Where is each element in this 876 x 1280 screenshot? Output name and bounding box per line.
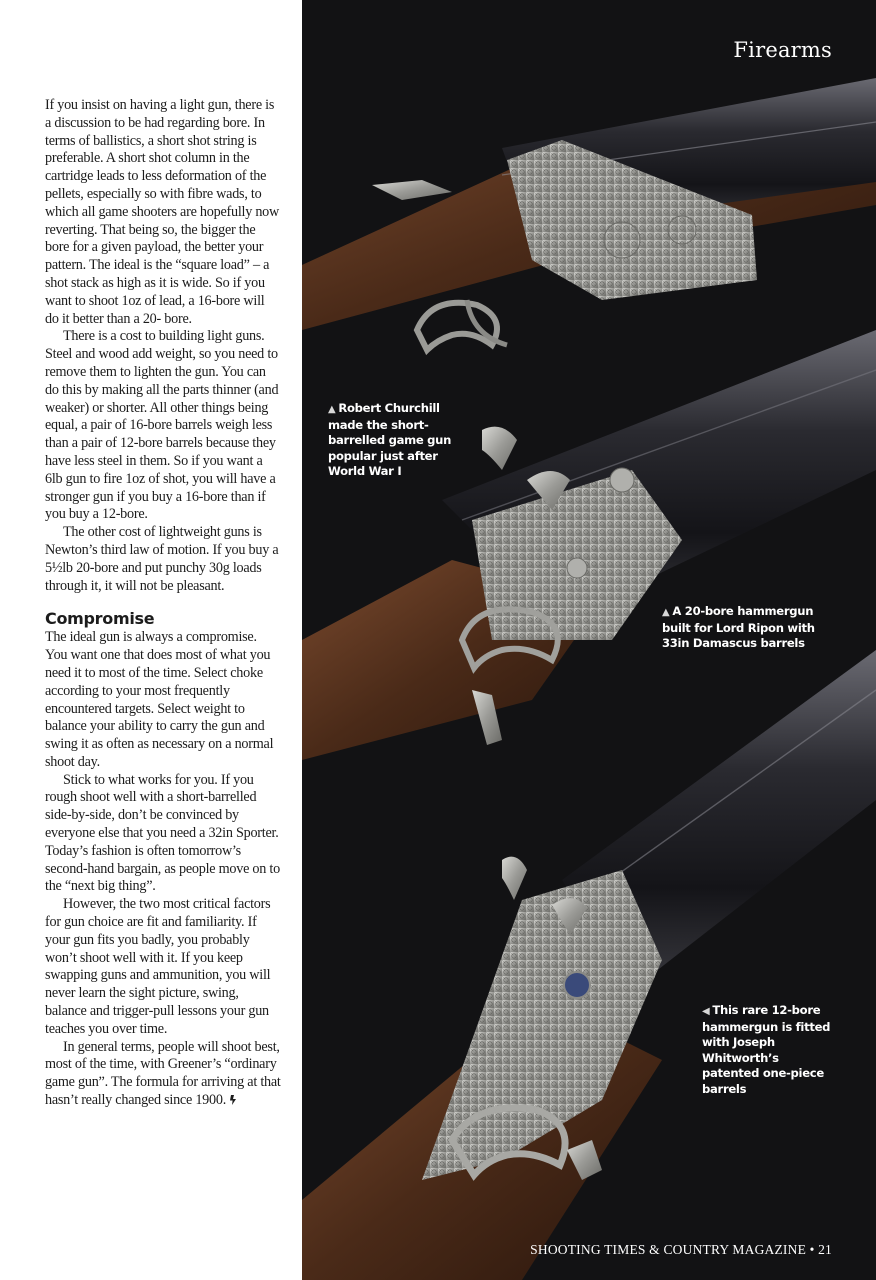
article-paragraph xyxy=(45,1039,281,1110)
article-paragraph: Stick to what works for you. If you rough shoot well with a short-barrelled side-by-side, don’t be convinced by everyone else that you need a 32in Sporter. Today’s fashion is often tomorrow’s second-hand bargain, as people move on to the “next big thing”. xyxy=(45,771,280,895)
caption-arrow-left-icon: ◀ xyxy=(702,1006,710,1017)
last-paragraph-text: In general terms, people will shoot best, most of the time, with Greener’s “ordinary game gun”. The formula for arriving at that hasn’t really changed since 1900. xyxy=(45,1038,281,1109)
article-paragraph: If you insist on having a light gun, there is a discussion to be had regarding bore. In terms of ballistics, a short shot string is preferable. A short shot column in the cartridge leads to less deformation of the pellets, especially so with fibre wads, to which all game shooters are hopefully now reverting. That being so, the bigger the bore for a given payload, the better your pattern. The ideal is the “square load” – a shot stack as high as it is wide. So if you want to shoot 1oz of lead, a 16-bore will do it better than a 20- bore. xyxy=(45,97,280,327)
caption-ripon xyxy=(662,604,822,652)
end-of-article-icon xyxy=(230,1095,236,1105)
caption-whitworth xyxy=(702,1003,832,1097)
article-paragraph: The ideal gun is always a compromise. You want one that does most of what you need it to most of the time. Select choke according to your most frequently encountered targets. Select weight to balance your ability to carry the gun and swing it as often as necessary on a normal shoot day. xyxy=(45,629,274,770)
subheading: Compromise xyxy=(45,609,155,629)
caption-text: Robert Churchill made the short-barrelled game gun popular just after World War I xyxy=(328,401,452,478)
caption-arrow-up-icon: ▲ xyxy=(662,607,670,618)
caption-arrow-up-icon: ▲ xyxy=(328,404,336,415)
caption-text: This rare 12-bore hammergun is fitted with Joseph Whitworth’s patented one-piece barrels xyxy=(702,1003,831,1096)
article-body xyxy=(45,97,281,1110)
text-column xyxy=(0,0,302,1280)
caption-churchill xyxy=(328,401,458,480)
article-paragraph: However, the two most critical factors for gun choice are fit and familiarity. If your gun fits you badly, you probably won’t shoot well with it. If you keep swapping guns and ammunition, you will never learn the sight picture, swing, balance and trigger-pull lessons your gun teaches you over time. xyxy=(45,896,271,1037)
article-paragraph: There is a cost to building light guns. Steel and wood add weight, so you need to remove them to lighten the gun. You can do this by making all the parts thinner (and weaker) or shorter. All other things being equal, a pair of 16-bore barrels weigh less than a pair of 12-bore barrels because they have less steel in them. So if you want a 6lb gun to fire 1oz of shot, you will have a stronger gun if you buy a 16-bore than if you buy a 12-bore. xyxy=(45,328,279,523)
gun-ripon-hammergun xyxy=(302,330,876,760)
gun-whitworth-hammergun xyxy=(302,650,876,1280)
article-paragraph: The other cost of lightweight guns is Newton’s third law of motion. If you buy a 5½lb 20-bore and put punchy 30g loads through it, it will not be pleasant. xyxy=(45,524,279,594)
gun-churchill xyxy=(302,78,876,350)
page-footer: SHOOTING TIMES & COUNTRY MAGAZINE • 21 xyxy=(530,1242,832,1257)
section-label: Firearms xyxy=(733,38,832,62)
caption-text: A 20-bore hammergun built for Lord Ripon with 33in Damascus barrels xyxy=(662,604,815,650)
